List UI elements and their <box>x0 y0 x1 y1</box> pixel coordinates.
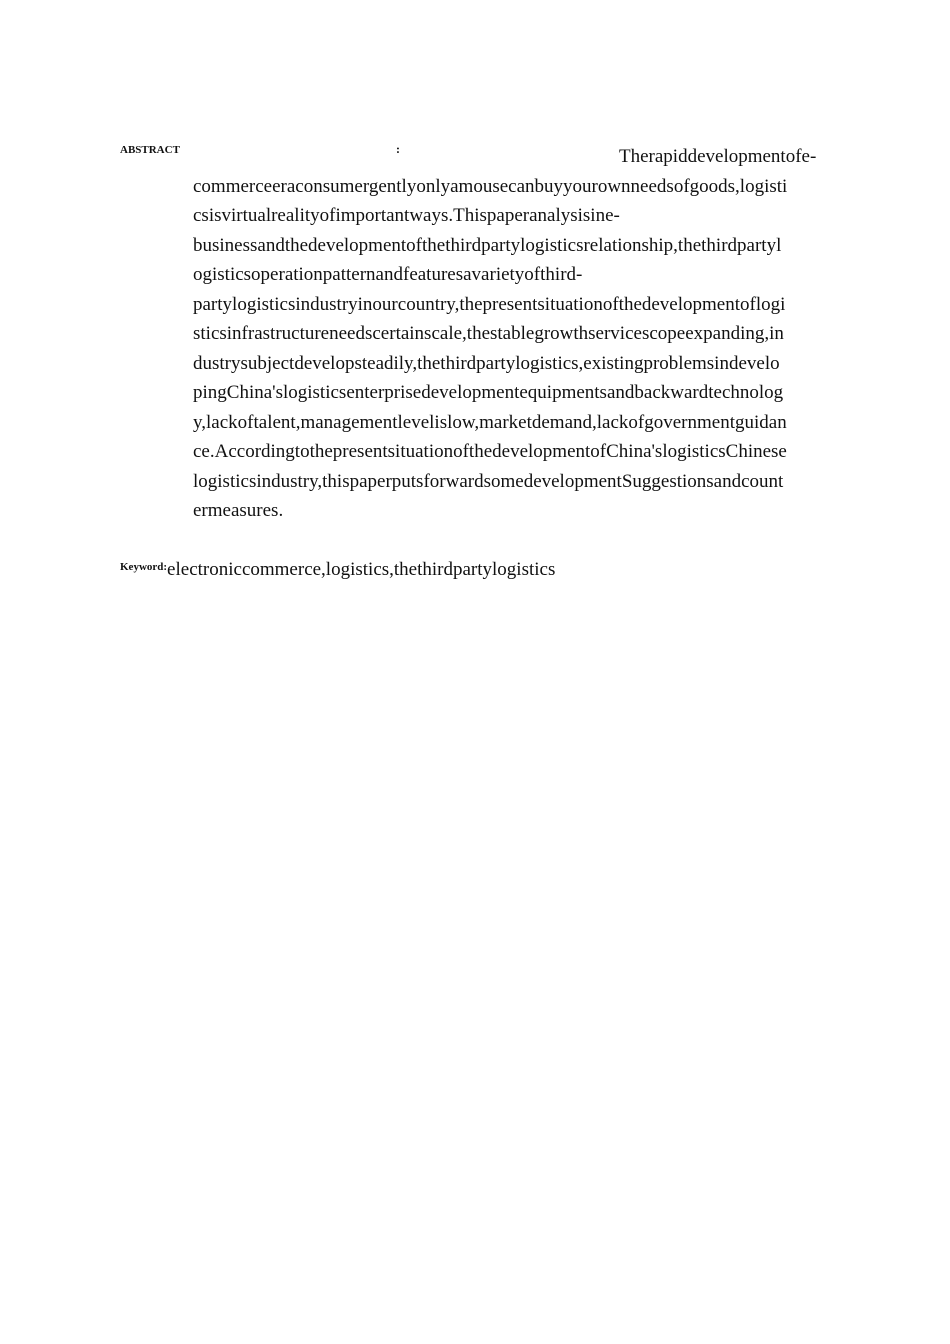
abstract-line: y,lackoftalent,managementlevelislow,marketdemand,lackofgovernmentguidan <box>193 411 787 433</box>
keyword-label: Keyword: <box>120 561 168 573</box>
abstract-line: ogisticsoperationpatternandfeaturesavarietyofthird- <box>193 264 583 285</box>
abstract-line: sticsinfrastructureneedscertainscale,thestablegrowthservicescopeexpanding,in <box>193 323 784 344</box>
abstract-line: commerceeraconsumergentlyonlyamousecanbuyyourownneedsofgoods,logisti <box>193 175 788 197</box>
abstract-body <box>193 142 833 526</box>
abstract-line: partylogisticsindustryinourcountry,thepresentsituationofthedevelopmentoflogi <box>193 293 786 315</box>
abstract-label: ABSTRACT <box>120 144 180 156</box>
abstract-line: csisvirtualrealityofimportantways.Thispaperanalysisine- <box>193 205 620 226</box>
abstract-line: ermeasures. <box>193 500 284 521</box>
abstract-line: logisticsindustry,thispaperputsforwardsomedevelopmentSuggestionsandcount <box>193 470 784 492</box>
abstract-line: businessandthedevelopmentofthethirdpartylogisticsrelationship,thethirdpartyl <box>193 234 782 256</box>
abstract-line: ce.AccordingtothepresentsituationofthedevelopmentofChina'slogisticsChinese <box>193 441 787 462</box>
keyword-text: electroniccommerce,logistics,thethirdpartylogistics <box>167 559 556 580</box>
abstract-line: pingChina'slogisticsenterprisedevelopmentequipmentsandbackwardtechnolog <box>193 382 784 403</box>
keyword-row <box>120 559 555 581</box>
abstract-colon: : <box>396 142 400 156</box>
abstract-line: Therapiddevelopmentofe- <box>619 146 817 167</box>
abstract-line: dustrysubjectdevelopsteadily,thethirdpartylogistics,existingproblemsindevelo <box>193 352 780 374</box>
